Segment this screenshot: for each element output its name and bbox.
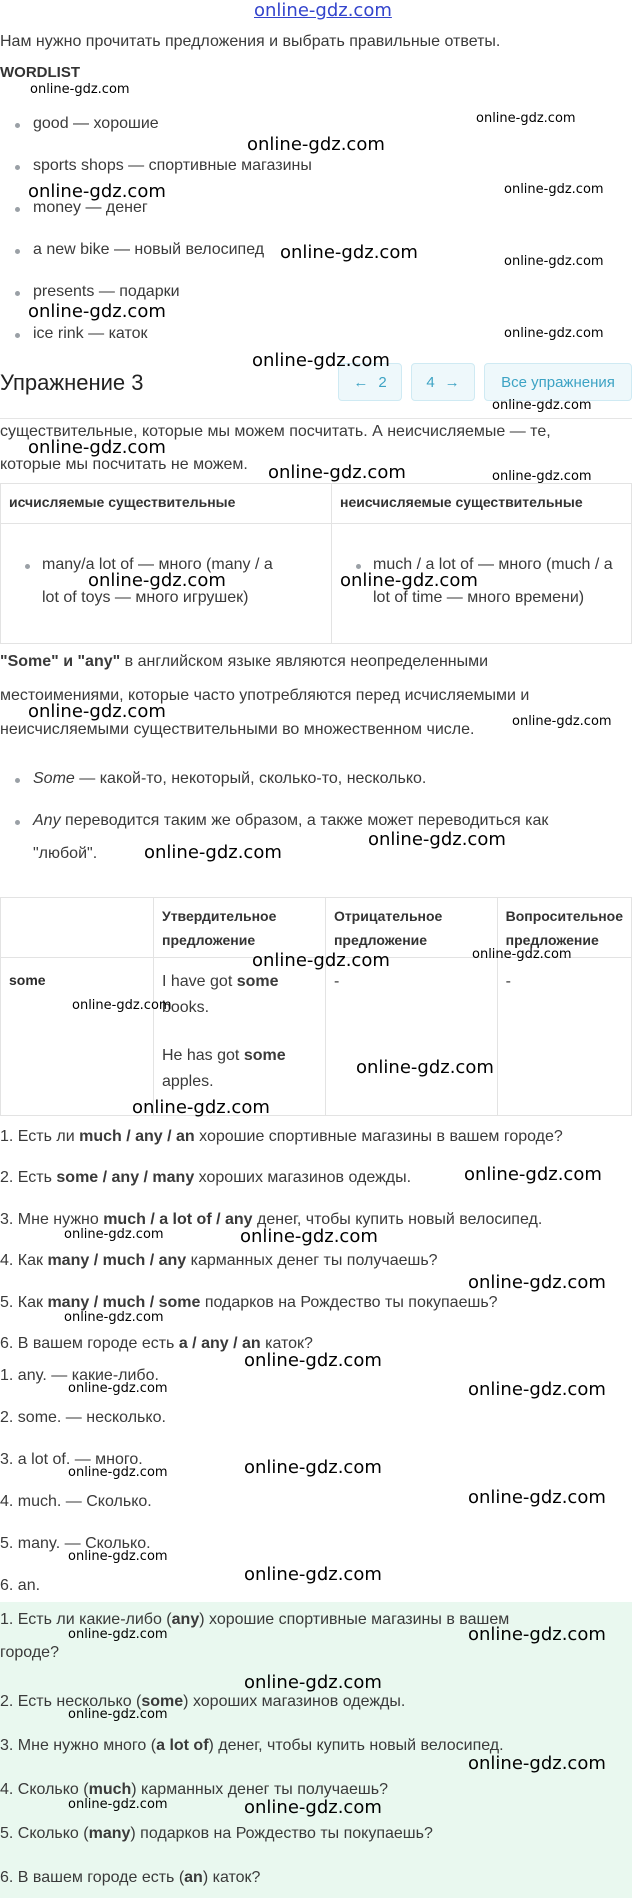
table-text: lot of toys — много игрушек): [42, 589, 249, 606]
full-answer: 3. Мне нужно много (a lot of) денег, чтобы купить новый велосипед.: [0, 1737, 504, 1754]
arrow-left-icon: ←: [353, 373, 369, 391]
watermark: online-gdz.com: [64, 1227, 164, 1242]
watermark: online-gdz.com: [468, 1379, 606, 1400]
watermark: online-gdz.com: [88, 570, 226, 591]
bullet-icon: [15, 778, 20, 783]
table-header-cell: [1, 898, 154, 958]
short-answer: 1. any. — какие-либо.: [0, 1367, 159, 1384]
bullet-icon: [15, 123, 20, 128]
definition-text: переводится таким же образом, а также может переводиться как: [60, 812, 549, 829]
intro-text: Нам нужно прочитать предложения и выбрать правильные ответы.: [0, 33, 501, 50]
watermark: online-gdz.com: [30, 82, 130, 97]
countable-text: которые мы посчитать не можем.: [0, 456, 248, 473]
table-text: lot of time — много времени): [373, 589, 585, 606]
example-text: I have got some: [161, 973, 279, 990]
column-header: предложение: [505, 932, 599, 948]
column-header: исчисляемые существительные: [9, 494, 236, 510]
watermark: online-gdz.com: [268, 462, 406, 483]
question-value: -: [505, 973, 511, 990]
watermark: online-gdz.com: [504, 182, 604, 197]
prev-exercise-label: 2: [378, 373, 387, 391]
row-label: some: [9, 972, 46, 988]
bullet-icon: [15, 249, 20, 254]
watermark: online-gdz.com: [244, 1797, 382, 1818]
full-answer: 6. В вашем городе есть (an) каток?: [0, 1869, 261, 1886]
exercise-title: Упражнение 3: [0, 370, 144, 395]
bullet-icon: [15, 207, 20, 212]
next-exercise-label: 4: [426, 373, 435, 391]
short-answer: 4. much. — Сколько.: [0, 1493, 152, 1510]
question-item: 6. В вашем городе есть a / any / an каток?: [0, 1335, 313, 1352]
column-header: Отрицательное: [333, 908, 443, 924]
short-answer: 3. a lot of. — много.: [0, 1451, 143, 1468]
watermark: online-gdz.com: [468, 1487, 606, 1508]
watermark: online-gdz.com: [68, 1549, 168, 1564]
watermark: online-gdz.com: [68, 1381, 168, 1396]
watermark: online-gdz.com: [476, 111, 576, 126]
definition-any: [33, 811, 548, 831]
table-cell: [325, 958, 497, 1116]
watermark: online-gdz.com: [132, 1097, 270, 1118]
wordlist-item: good — хорошие: [33, 115, 159, 132]
table-text: much / a lot of — много (much / a: [373, 556, 613, 573]
full-answer: 2. Есть несколько (some) хороших магазинов одежды.: [0, 1693, 406, 1710]
bullet-icon: [25, 564, 30, 569]
example-text: apples.: [161, 1073, 214, 1090]
all-exercises-button[interactable]: Все упражнения: [484, 363, 632, 401]
watermark: online-gdz.com: [28, 437, 166, 458]
some-any-paragraph: [0, 652, 488, 672]
bullet-icon: [356, 564, 361, 569]
question-item: 2. Есть some / any / many хороших магазинов одежды.: [0, 1169, 412, 1186]
table-header-cell: [153, 898, 325, 958]
watermark: online-gdz.com: [244, 1672, 382, 1693]
full-answer: 1. Есть ли какие-либо (any) хорошие спортивные магазины в вашем: [0, 1611, 510, 1628]
short-answer: 2. some. — несколько.: [0, 1409, 166, 1426]
watermark: online-gdz.com: [252, 350, 390, 371]
watermark: online-gdz.com: [468, 1753, 606, 1774]
paragraph-text: местоимениями, которые часто употребляются перед исчисляемыми и: [0, 687, 530, 704]
table-cell: [1, 958, 154, 1116]
definition-text: "любой".: [33, 845, 98, 862]
table-cell: [497, 958, 631, 1116]
watermark: online-gdz.com: [504, 254, 604, 269]
definition-term: Any: [33, 812, 61, 829]
watermark: online-gdz.com: [504, 326, 604, 341]
watermark: online-gdz.com: [72, 998, 172, 1013]
some-any-term: "Some" и "any": [0, 653, 121, 670]
watermark: online-gdz.com: [368, 829, 506, 850]
watermark: online-gdz.com: [247, 134, 385, 155]
paragraph-text: в английском языке являются неопределенными: [120, 653, 489, 670]
watermark: online-gdz.com: [68, 1627, 168, 1642]
full-answer: 4. Сколько (much) карманных денег ты получаешь?: [0, 1781, 388, 1798]
column-header: предложение: [161, 932, 256, 948]
example-text: books.: [161, 999, 210, 1016]
column-header: неисчисляемые существительные: [340, 494, 583, 510]
short-answer: 6. an.: [0, 1577, 41, 1594]
watermark: online-gdz.com: [468, 1272, 606, 1293]
short-answer: 5. many. — Сколько.: [0, 1535, 151, 1552]
full-answer: 5. Сколько (many) подарков на Рождество ты покупаешь?: [0, 1825, 433, 1842]
watermark: online-gdz.com: [244, 1457, 382, 1478]
watermark: online-gdz.com: [468, 1624, 606, 1645]
watermark: online-gdz.com: [356, 1057, 494, 1078]
negative-value: -: [333, 973, 340, 990]
site-logo[interactable]: online-gdz.com: [254, 0, 392, 21]
watermark: online-gdz.com: [512, 714, 612, 729]
paragraph-text: неисчисляемыми существительными во множественном числе.: [0, 721, 475, 738]
table-text: many/a lot of — много (many / a: [42, 556, 273, 573]
watermark: online-gdz.com: [492, 398, 592, 413]
watermark: online-gdz.com: [340, 570, 478, 591]
next-exercise-button[interactable]: [411, 363, 475, 401]
column-header: предложение: [333, 932, 428, 948]
watermark: online-gdz.com: [68, 1465, 168, 1480]
question-item: 3. Мне нужно much / a lot of / any денег, чтобы купить новый велосипед.: [0, 1211, 543, 1228]
arrow-right-icon: →: [444, 373, 460, 391]
nouns-table: [0, 483, 632, 644]
bullet-icon: [15, 291, 20, 296]
table-header-cell: [1, 484, 332, 524]
watermark: online-gdz.com: [244, 1564, 382, 1585]
question-item: 4. Как many / much / any карманных денег ты получаешь?: [0, 1252, 438, 1269]
column-header: Утвердительное: [161, 908, 277, 924]
watermark: online-gdz.com: [464, 1164, 602, 1185]
divider: [0, 418, 632, 419]
question-item: 1. Есть ли much / any / an хорошие спортивные магазины в вашем городе?: [0, 1128, 563, 1145]
question-item: 5. Как many / much / some подарков на Рождество ты покупаешь?: [0, 1294, 498, 1311]
countable-text: существительные, которые мы можем посчитать. А неисчисляемые — те,: [0, 423, 551, 440]
wordlist-title: WORDLIST: [0, 64, 80, 81]
column-header: Вопросительное: [505, 908, 623, 924]
bullet-icon: [15, 333, 20, 338]
wordlist-item: a new bike — новый велосипед: [33, 241, 265, 258]
bullet-icon: [15, 820, 20, 825]
wordlist-item: ice rink — каток: [33, 325, 148, 342]
watermark: online-gdz.com: [240, 1226, 378, 1247]
watermark: online-gdz.com: [68, 1707, 168, 1722]
table-header-cell: [332, 484, 632, 524]
watermark: online-gdz.com: [28, 301, 166, 322]
watermark: online-gdz.com: [64, 1310, 164, 1325]
watermark: online-gdz.com: [68, 1797, 168, 1812]
wordlist-item: presents — подарки: [33, 283, 180, 300]
watermark: online-gdz.com: [252, 950, 390, 971]
watermark: online-gdz.com: [492, 469, 592, 484]
watermark: online-gdz.com: [280, 242, 418, 263]
wordlist-item: money — денег: [33, 199, 148, 216]
watermark: online-gdz.com: [144, 842, 282, 863]
full-answer: городе?: [0, 1644, 59, 1661]
definition-some: [33, 769, 426, 789]
watermark: online-gdz.com: [244, 1350, 382, 1371]
definition-text: — какой-то, некоторый, сколько-то, несколько.: [74, 770, 427, 787]
watermark: online-gdz.com: [28, 701, 166, 722]
watermark: online-gdz.com: [472, 947, 572, 962]
table-cell: [153, 958, 325, 1116]
wordlist-item: sports shops — спортивные магазины: [33, 157, 312, 174]
bullet-icon: [15, 165, 20, 170]
definition-term: Some: [33, 770, 75, 787]
watermark: online-gdz.com: [28, 181, 166, 202]
example-text: He has got some: [161, 1047, 286, 1064]
